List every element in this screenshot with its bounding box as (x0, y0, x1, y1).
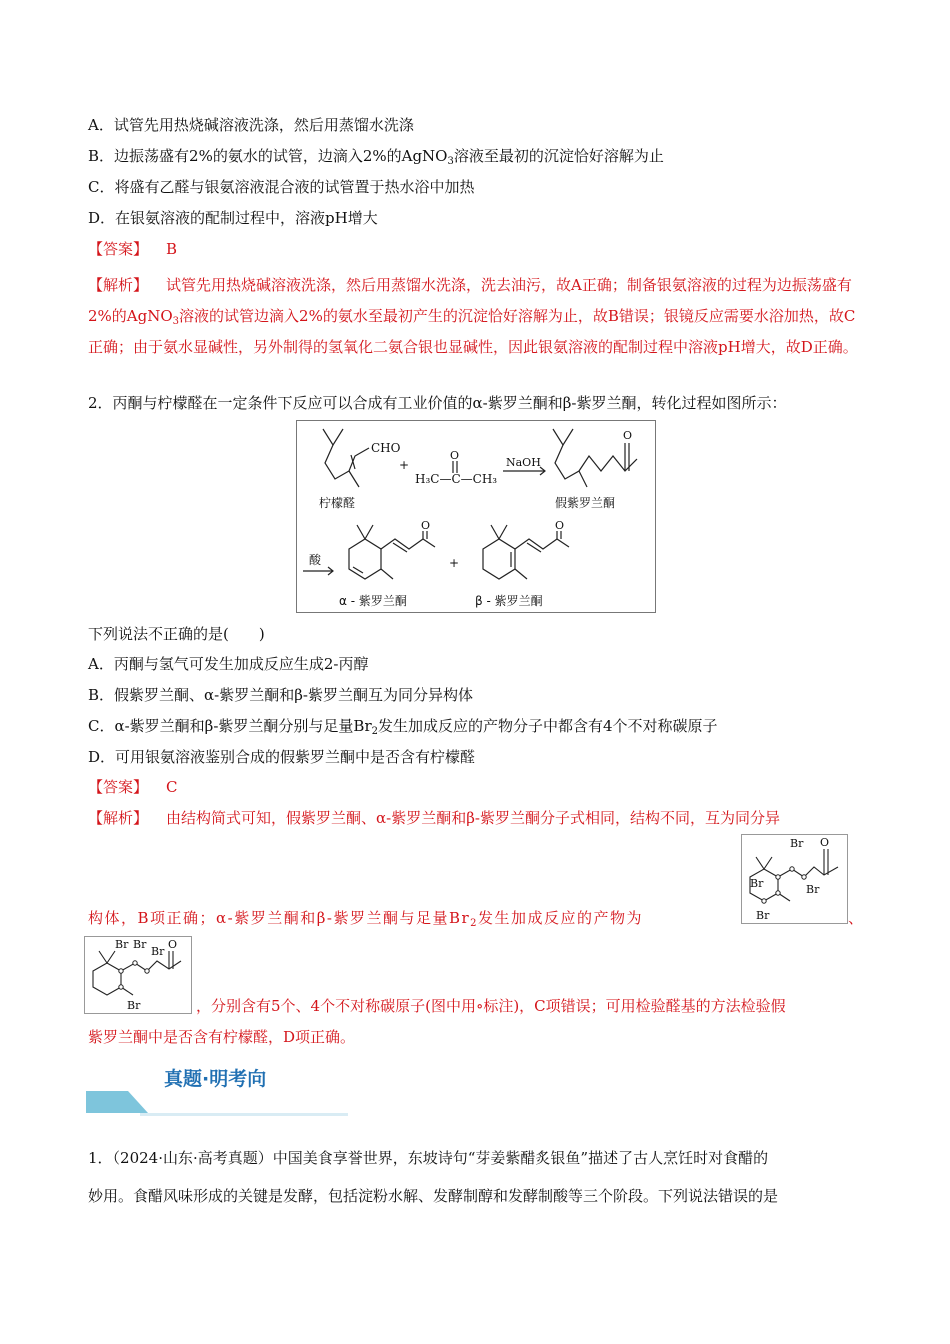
q2-question: 下列说法不正确的是( ) (88, 625, 265, 643)
o-label: O (450, 449, 460, 462)
q2-option-a: A．丙酮与氢气可发生加成反应生成2-丙醇 (88, 655, 369, 673)
bromo-product-2-figure (84, 936, 192, 1014)
q2-option-d: D．可用银氨溶液鉴别合成的假紫罗兰酮中是否含有柠檬醛 (88, 748, 476, 766)
br-label: Br (756, 909, 770, 922)
reaction-scheme-figure (296, 420, 656, 613)
q1-option-c: C．将盛有乙醛与银氨溶液混合液的试管置于热水浴中加热 (88, 178, 475, 196)
q2-stem: 2．丙酮与柠檬醛在一定条件下反应可以合成有工业价值的α-紫罗兰酮和β-紫罗兰酮，转化过程如图所示： (88, 394, 787, 412)
q2-analysis-line-1: 【解析】 由结构简式可知，假紫罗兰酮、α-紫罗兰酮和β-紫罗兰酮分子式相同，结构不同，互为同分异 (88, 809, 780, 827)
pseudo-ionone-label: 假紫罗兰酮 (555, 496, 616, 510)
acetone-formula: H₃C—C—CH₃ (415, 472, 498, 486)
o-label: O (555, 519, 565, 532)
br-label: Br (790, 837, 804, 850)
o-label: O (421, 519, 431, 532)
br-label: Br (151, 945, 165, 958)
br-label: Br (127, 999, 141, 1012)
br-label: Br (750, 877, 764, 890)
q2-option-b: B．假紫罗兰酮、α-紫罗兰酮和β-紫罗兰酮互为同分异构体 (88, 686, 473, 704)
br-label: Br (806, 883, 820, 896)
q1-option-d: D．在银氨溶液的配制过程中，溶液pH增大 (88, 209, 378, 227)
o-label: O (623, 429, 633, 442)
br-label: Br (133, 938, 147, 951)
q1-analysis: 【解析】 试管先用热烧碱溶液洗涤，然后用蒸馏水洗涤，洗去油污，故A正确；制备银氨溶液的过程为边振荡盛有2%的AgNO$_3$溶液的试管边滴入2%的氨水至最初产生的沉淀恰好溶解为止，故B错误；银镜反应需要水浴加热，故C正确；由于氨水显碱性，另外制得的氢氧化二氨合银也显碱性，因此银氨溶液的配制过程中溶液pH增大，故D正确。 (88, 276, 858, 356)
q2-analysis-line-4: 紫罗兰酮中是否含有柠檬醛，D项正确。 (88, 1028, 356, 1046)
br-label: Br (115, 938, 129, 951)
q2-analysis-line-3: ，分别含有5个、4个不对称碳原子(图中用∘标注)，C项错误；可用检验醛基的方法检验假 (196, 997, 786, 1015)
o-label: O (820, 836, 830, 849)
plus-sign: + (449, 556, 460, 570)
cho-label: CHO (371, 441, 401, 455)
q3-line-2: 妙用。食醋风味形成的关键是发酵，包括淀粉水解、发酵制醇和发酵制酸等三个阶段。下列说法错误的是 (88, 1187, 779, 1205)
plus-sign: + (399, 458, 410, 472)
q2-answer: 【答案】 C (88, 778, 178, 796)
acid-label: 酸 (309, 553, 322, 567)
q2-option-c: C．α-紫罗兰酮和β-紫罗兰酮分别与足量$Br_2$发生加成反应的产物分子中都含有4个不对称碳原子 (88, 717, 718, 737)
q1-answer: 【答案】 B (88, 240, 178, 258)
q3-line-1: 1．（2024·山东·高考真题）中国美食享誉世界，东坡诗句“芽姜紫醋炙银鱼”描述了古人烹饪时对食醋的 (88, 1149, 769, 1167)
q1-option-a: A．试管先用热烧碱溶液洗涤，然后用蒸馏水洗涤 (88, 116, 414, 134)
comma-mark: 、 (848, 909, 864, 927)
bromo-product-1-figure (741, 834, 848, 924)
citral-label: 柠檬醛 (319, 496, 356, 510)
section-title: 真题·明考向 (164, 1068, 267, 1090)
o-label: O (168, 938, 178, 951)
q1-option-b: B．边振荡盛有2%的氨水的试管，边滴入2%的AgNO$_3$溶液至最初的沉淀恰好溶解为止 (88, 147, 664, 167)
alpha-ionone-label: α - 紫罗兰酮 (339, 594, 407, 608)
q2-analysis-line-2: 构体，B项正确；α-紫罗兰酮和β-紫罗兰酮与足量$Br_2$发生加成反应的产物为 (88, 909, 644, 929)
naoh-label: NaOH (506, 456, 541, 469)
beta-ionone-label: β - 紫罗兰酮 (475, 594, 543, 608)
